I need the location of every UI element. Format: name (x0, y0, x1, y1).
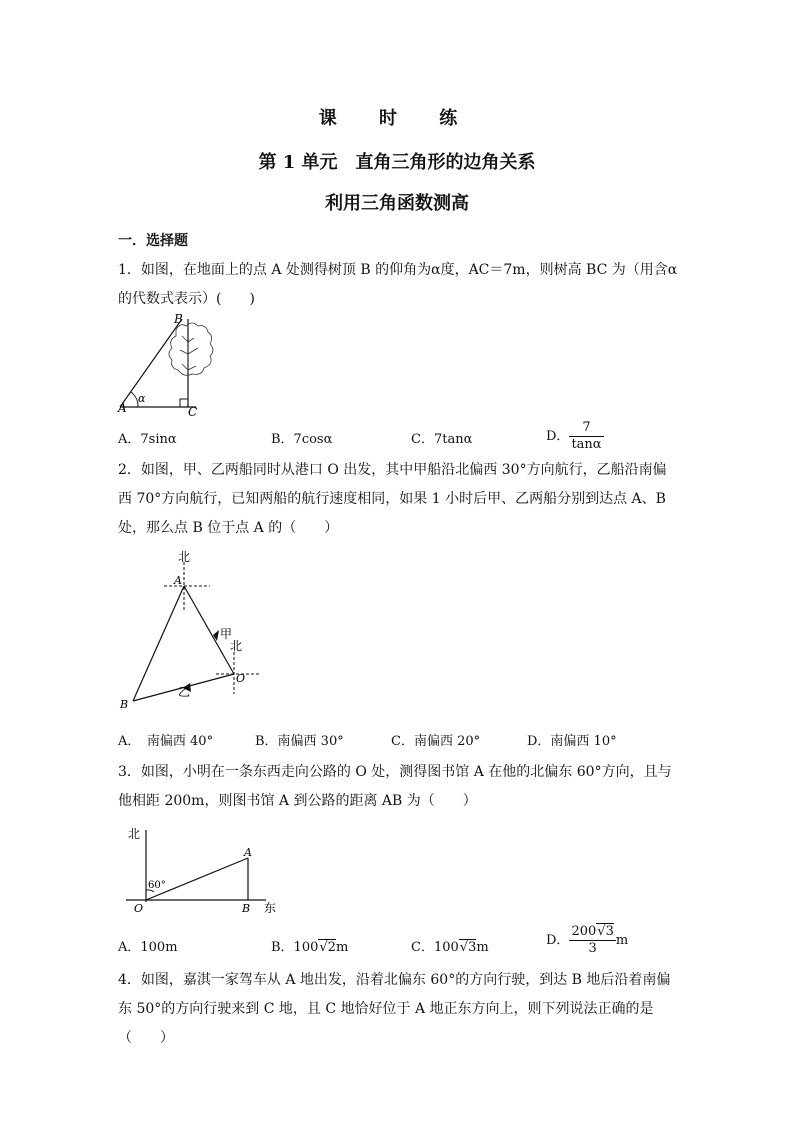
label-north: 北 (128, 827, 141, 841)
unit-title: 第 1 单元 直角三角形的边角关系 (258, 152, 536, 173)
q1-option-a[interactable]: A．7sinα (118, 432, 177, 447)
figure-ships (116, 548, 266, 716)
question-4 (118, 966, 680, 1053)
q3-option-d[interactable]: D． $\frac{200√3}{3}$ m (546, 924, 629, 956)
tree-icon (169, 323, 213, 375)
right-angle-mark (180, 399, 188, 407)
label-b: B (174, 312, 183, 326)
label-yi: 乙 (178, 685, 191, 699)
label-jia: 甲 (220, 627, 233, 641)
q3-option-c[interactable]: C．100√3m (411, 940, 489, 955)
q1-option-b[interactable]: B．7cosα (271, 432, 333, 447)
label-a: A (174, 574, 182, 587)
q2-option-a[interactable]: A． 南偏西 40° (118, 734, 214, 749)
lesson-title: 利用三角函数测高 (325, 193, 469, 214)
q2-option-b[interactable]: B．南偏西 30° (255, 734, 344, 749)
sqrt-icon: √2 (319, 940, 336, 955)
label-a: A (244, 846, 252, 859)
q1-option-d[interactable]: D． $\frac{7}{\tan\alpha}$ (546, 420, 602, 452)
question-3 (118, 758, 680, 816)
question-1 (118, 256, 680, 314)
label-alpha: α (138, 392, 146, 405)
question-1-options (118, 420, 680, 452)
label-o: O (236, 672, 246, 685)
label-b: B (242, 902, 251, 915)
sqrt-icon: √3 (459, 940, 477, 955)
question-3-options (118, 924, 680, 960)
label-east: 东 (264, 901, 277, 915)
label-c: C (188, 405, 198, 419)
question-2-number: 2． (118, 462, 141, 478)
sight-line-ab (120, 319, 182, 407)
line-ab (133, 586, 184, 701)
line-oa (146, 858, 248, 900)
label-b: B (120, 698, 129, 711)
q3-option-b[interactable]: B．100√2m (271, 940, 349, 955)
page-title: 课 时 练 (318, 108, 476, 129)
question-2-options (118, 730, 680, 754)
fraction: $\frac{200√3}{3}$ (571, 924, 614, 956)
question-4-number: 4． (118, 972, 141, 988)
question-3-number: 3． (118, 764, 141, 780)
question-2 (118, 456, 680, 543)
sqrt-icon: √3 (597, 924, 614, 939)
q2-option-c[interactable]: C．南偏西 20° (391, 734, 481, 749)
q2-option-d[interactable]: D．南偏西 10° (527, 734, 617, 749)
figure-library (116, 824, 286, 916)
fraction: $\frac{7}{\tan\alpha}$ (571, 420, 602, 452)
figure-tree (116, 310, 220, 420)
question-2-text: 如图，甲、乙两船同时从港口 O 出发，其中甲船沿北偏西 30°方向航行，乙船沿南偏西 70°方向航行，已知两船的航行速度相同，如果 1 小时后甲、乙两船分别到达点 A、B 处，那么点 B 位于点 A 的（ ） (118, 462, 667, 536)
question-1-text: 如图，在地面上的点 A 处测得树顶 B 的仰角为α度，AC＝7m，则树高 BC 为（用含α的代数式表示）( ) (118, 262, 678, 307)
label-a: A (118, 401, 127, 415)
q3-option-a[interactable]: A．100m (118, 940, 178, 955)
label-angle: 60° (148, 880, 166, 891)
question-4-text: 如图，嘉淇一家驾车从 A 地出发，沿着北偏东 60°的方向行驶，到达 B 地后沿着南偏东 50°的方向行驶来到 C 地，且 C 地恰好位于 A 地正东方向上，则下列说法正确的是（ ） (118, 972, 671, 1046)
alpha-arc (131, 392, 138, 407)
label-north-a: 北 (178, 550, 191, 564)
q1-option-c[interactable]: C．7tanα (411, 432, 473, 447)
label-o: O (134, 902, 144, 915)
question-1-number: 1． (118, 262, 141, 278)
question-3-text: 如图，小明在一条东西走向公路的 O 处，测得图书馆 A 在他的北偏东 60°方向，且与他相距 200m，则图书馆 A 到公路的距离 AB 为（ ） (118, 764, 672, 809)
label-north-o: 北 (230, 639, 243, 653)
section-heading: 一．选择题 (118, 233, 188, 249)
